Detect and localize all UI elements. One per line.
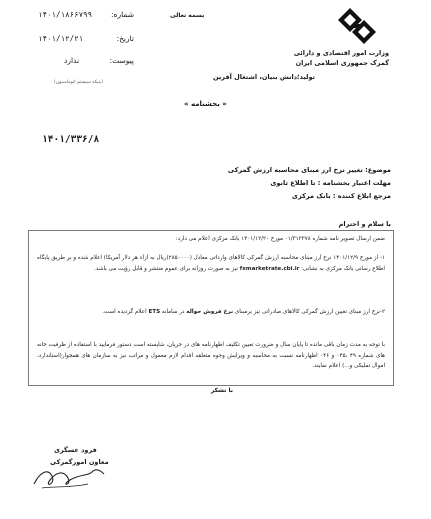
letter-number-label: شماره: [111, 10, 134, 19]
greeting: با سلام و احترام [338, 220, 391, 228]
circular-number: ۱۴۰۱/۳۳۶/۸ [42, 134, 100, 145]
body-item-1 [37, 253, 385, 274]
signer-name: فرود عسگری [54, 446, 97, 454]
validity-line: مهلت اعتبار بخشنامه : تا اطلاع ثانوی [270, 179, 391, 187]
letter-number-row [38, 10, 134, 19]
circular-title: « بخشنامه » [184, 100, 227, 108]
organization-name: گمرک جمهوری اسلامی ایران [295, 59, 389, 67]
body-item-2 [37, 307, 385, 318]
bismillah: بسمه تعالی [170, 12, 205, 19]
item1-text-a: ۱- از مورخ ۱۴۰۱/۱۲/۹ نرخ ارز مبنای محاسبه ارزش گمرکی کالاهای وارداتی معادل (۲۸۵۰۰۰۰)ریال به ازاء هر دلار آمریکا) اعلام شده و بر طریق پایگاه اطلاع رسانی بانک مرکزی به نشانی: [37, 255, 385, 272]
letter-date-row [38, 34, 134, 43]
item1-text-b: نیز به صورت روزانه برای عموم منتشر و قابل رؤیت می باشد. [94, 265, 238, 272]
item2-text-b: در سامانه [161, 309, 185, 315]
ets-label: ETS [148, 309, 161, 315]
item2-text-a: ۲-نرخ ارز مبنای تعیین ارزش گمرکی کالاهای صادراتی نیز برمبنای [234, 309, 385, 315]
body-closing: با توجه به مدت زمان باقی مانده تا پایان سال و ضرورت تعیین تکلیف اظهارنامه های در جریان، شایسته است دستور فرمایید با استفاده از ظرفیت خانه های شماره ۴۹ ،۰۴۵ و ۰۴۶ اظهارنامه نسبت به محاسبه و ویرایش وجوه متعلقه اقدام لازم معمول و مراتب نیز به سازمان های همجوار(استاندارد، اموال تملیکی و...) اعلام نمایند. [37, 342, 385, 369]
attachment-label: پیوست: [109, 56, 134, 65]
attachment-value: ندارد [64, 56, 80, 65]
attachment-row [64, 56, 134, 65]
letter-date-label: تاریخ: [116, 34, 134, 43]
thanks: با تشکر [210, 387, 233, 394]
letter-date-value: ۱۴۰۱/۱۲/۲۱ [38, 34, 84, 43]
website-link[interactable]: fxmarketrate.cbi.ir [239, 265, 300, 272]
signer-title: معاون امورگمرکی [50, 458, 109, 466]
ministry-name: وزارت امور اقتصادی و دارائی [293, 49, 389, 57]
letter-number-value: ۱۴۰۱/۱۸۶۶۷۹۹ [38, 10, 93, 19]
item2-text-c: اعلام گردیده است. [102, 309, 147, 315]
handwritten-signature [30, 462, 108, 492]
subject-line: موضوع: تغییر نرخ ارز مبنای محاسبه ارزش گمرکی [227, 166, 391, 174]
system-note: (بتیکه سیستم اتوماسیون) [54, 80, 104, 85]
body-intro: ضمن ارسال تصویر نامه شماره ۰۱/۳۱۳۳۷۸ مورخ ۱۴۰۱/۱۲/۲۰ بانک مرکزی اعلام می دارد: [175, 236, 385, 242]
authority-line: مرجع ابلاغ کننده : بانک مرکزی [291, 192, 391, 200]
recipient-line: تولید؛دانش بنیان، اشتغال آفرین [213, 73, 315, 81]
body-box [28, 230, 394, 394]
item2-bold: نرخ فروش حواله [186, 309, 234, 315]
customs-logo [336, 6, 378, 46]
